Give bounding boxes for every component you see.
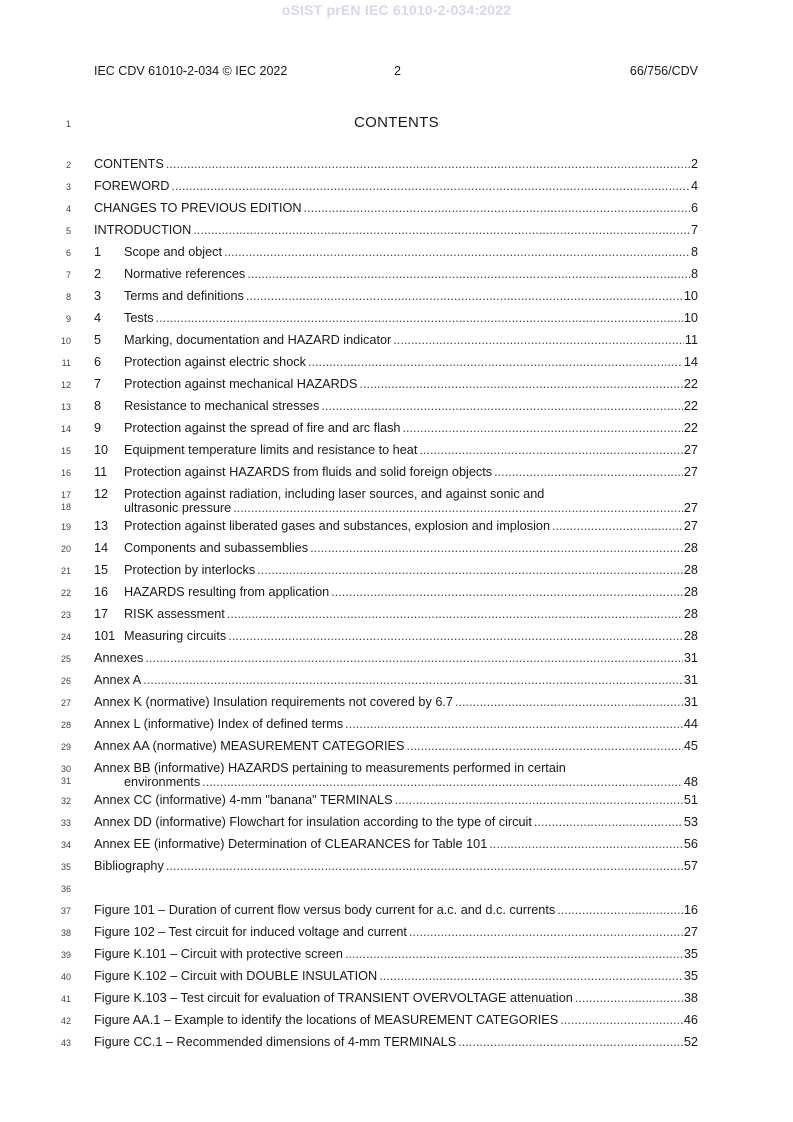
- toc-entry[interactable]: [0, 485, 793, 517]
- toc-entry-title: Protection against HAZARDS from fluids and solid foreign objects: [124, 465, 493, 479]
- line-number: 3: [65, 182, 71, 192]
- line-number: 6: [65, 248, 71, 258]
- toc-entry-title: RISK assessment: [124, 607, 225, 621]
- dot-leader: [494, 465, 683, 479]
- line-number: 14: [60, 424, 71, 434]
- toc-entry[interactable]: [0, 835, 793, 857]
- toc-entry-number: 4: [94, 311, 102, 325]
- toc-entry-number: 5: [94, 333, 102, 347]
- toc-entry-title: Annex CC (informative) 4-mm "banana" TERMINALS: [94, 793, 393, 807]
- line-number: 38: [60, 928, 71, 938]
- toc-page-number: 16: [683, 903, 698, 917]
- toc-entry-title: Annex K (normative) Insulation requirements not covered by 6.7: [94, 695, 453, 709]
- dot-leader: [310, 541, 683, 555]
- toc-entry-line: [124, 501, 698, 515]
- toc-entry-title: Protection against mechanical HAZARDS: [124, 377, 358, 391]
- dot-leader: [304, 201, 690, 215]
- dot-leader: [233, 501, 683, 515]
- toc-blank-line: [0, 879, 793, 901]
- toc-entry-line: [94, 399, 698, 413]
- toc-entry[interactable]: [0, 813, 793, 835]
- toc-entry[interactable]: [0, 1011, 793, 1033]
- dot-leader: [359, 377, 682, 391]
- toc-page-number: 7: [690, 223, 698, 237]
- dot-leader: [321, 399, 683, 413]
- toc-entry-line: [94, 421, 698, 435]
- dot-leader: [345, 947, 683, 961]
- toc-page-number: 27: [683, 501, 698, 515]
- line-number: 36: [60, 884, 71, 894]
- toc-entry[interactable]: [0, 419, 793, 441]
- dot-leader: [171, 179, 690, 193]
- toc-page-number: 35: [683, 947, 698, 961]
- toc-page-number: 22: [683, 421, 698, 435]
- dot-leader: [379, 969, 683, 983]
- table-of-contents: [0, 155, 793, 1055]
- toc-page-number: 31: [683, 673, 698, 687]
- toc-entry[interactable]: [0, 715, 793, 737]
- toc-entry-title: CONTENTS: [94, 157, 164, 171]
- line-number: 35: [60, 862, 71, 872]
- toc-page-number: 45: [683, 739, 698, 753]
- toc-page-number: 4: [690, 179, 698, 193]
- toc-entry[interactable]: [0, 265, 793, 287]
- toc-page-number: 57: [683, 859, 698, 873]
- dot-leader: [257, 563, 683, 577]
- toc-entry-title: Annex L (informative) Index of defined terms: [94, 717, 344, 731]
- dot-leader: [227, 607, 683, 621]
- toc-entry-title: Figure 102 – Test circuit for induced voltage and current: [94, 925, 407, 939]
- toc-entry-line: [94, 179, 698, 193]
- toc-entry-title: Protection against the spread of fire and arc flash: [124, 421, 401, 435]
- toc-entry[interactable]: [0, 221, 793, 243]
- toc-entry-line: [94, 377, 698, 391]
- toc-entry-title: Components and subassemblies: [124, 541, 309, 555]
- toc-page-number: 10: [683, 311, 698, 325]
- line-number: 34: [60, 840, 71, 850]
- line-number: 18: [60, 502, 71, 512]
- toc-entry-title: Annex BB (informative) HAZARDS pertaining to measurements performed in certain: [94, 761, 566, 775]
- toc-entry-title: Annex A: [94, 673, 142, 687]
- toc-entry-line: [94, 903, 698, 917]
- line-number: 17: [60, 490, 71, 500]
- toc-entry-title: Figure AA.1 – Example to identify the locations of MEASUREMENT CATEGORIES: [94, 1013, 559, 1027]
- toc-entry-number: 15: [94, 563, 109, 577]
- toc-page-number: 27: [683, 519, 698, 533]
- toc-entry-line: [94, 673, 698, 687]
- toc-page-number: 6: [690, 201, 698, 215]
- toc-entry[interactable]: [0, 901, 793, 923]
- toc-entry[interactable]: [0, 945, 793, 967]
- toc-page-number: 22: [683, 377, 698, 391]
- toc-entry-line: [94, 465, 698, 479]
- toc-entry[interactable]: [0, 463, 793, 485]
- line-number: 25: [60, 654, 71, 664]
- toc-entry-number: 101: [94, 629, 116, 643]
- line-number: 12: [60, 380, 71, 390]
- toc-entry-line: [94, 245, 698, 259]
- toc-entry-line: [94, 739, 698, 753]
- toc-entry[interactable]: [0, 353, 793, 375]
- toc-entry[interactable]: [0, 605, 793, 627]
- toc-entry-number: 6: [94, 355, 102, 369]
- toc-page-number: 28: [683, 607, 698, 621]
- line-number: 22: [60, 588, 71, 598]
- toc-entry-title: Marking, documentation and HAZARD indicator: [124, 333, 392, 347]
- line-number: 33: [60, 818, 71, 828]
- page-header: [94, 64, 698, 82]
- toc-entry-number: 3: [94, 289, 102, 303]
- toc-entry[interactable]: [0, 693, 793, 715]
- toc-page-number: 28: [683, 563, 698, 577]
- toc-entry-title: Figure K.101 – Circuit with protective screen: [94, 947, 343, 961]
- toc-page-number: 14: [683, 355, 698, 369]
- toc-page-number: 52: [683, 1035, 698, 1049]
- toc-entry-line: [94, 1013, 698, 1027]
- toc-entry[interactable]: [0, 331, 793, 353]
- dot-leader: [156, 311, 683, 325]
- toc-entry-number: 17: [94, 607, 109, 621]
- toc-entry-title: Equipment temperature limits and resistance to heat: [124, 443, 418, 457]
- toc-entry-title: Terms and definitions: [124, 289, 244, 303]
- toc-entry-title: Protection against electric shock: [124, 355, 306, 369]
- toc-page-number: 31: [683, 651, 698, 665]
- toc-entry-title: Figure K.103 – Test circuit for evaluation of TRANSIENT OVERVOLTAGE attenuation: [94, 991, 573, 1005]
- toc-entry-title: CHANGES TO PREVIOUS EDITION: [94, 201, 302, 215]
- dot-leader: [308, 355, 683, 369]
- toc-entry-title: Figure K.102 – Circuit with DOUBLE INSULATION: [94, 969, 378, 983]
- toc-entry[interactable]: [0, 737, 793, 759]
- toc-entry-number: 16: [94, 585, 109, 599]
- dot-leader: [247, 267, 690, 281]
- toc-entry[interactable]: [0, 1033, 793, 1055]
- dot-leader: [489, 837, 683, 851]
- line-number: 42: [60, 1016, 71, 1026]
- toc-entry-number: 8: [94, 399, 102, 413]
- toc-entry-number: 7: [94, 377, 102, 391]
- toc-entry-title: Annexes: [94, 651, 144, 665]
- toc-entry-line: [94, 651, 698, 665]
- toc-page-number: 46: [683, 1013, 698, 1027]
- toc-entry-line: [94, 223, 698, 237]
- toc-entry-line: [94, 925, 698, 939]
- line-number: 19: [60, 522, 71, 532]
- toc-entry-line: [94, 815, 698, 829]
- toc-entry[interactable]: [0, 989, 793, 1011]
- toc-entry-number: 9: [94, 421, 102, 435]
- watermark: oSIST prEN IEC 61010-2-034:2022: [281, 2, 512, 18]
- toc-page-number: 27: [683, 465, 698, 479]
- dot-leader: [406, 739, 682, 753]
- dot-leader: [166, 859, 683, 873]
- toc-page-number: 51: [683, 793, 698, 807]
- toc-entry-line: [94, 289, 698, 303]
- dot-leader: [409, 925, 683, 939]
- dot-leader: [193, 223, 690, 237]
- toc-entry-line: [94, 157, 698, 171]
- toc-entry[interactable]: [0, 243, 793, 265]
- line-number: 43: [60, 1038, 71, 1048]
- dot-leader: [458, 1035, 683, 1049]
- toc-page-number: 11: [684, 333, 698, 347]
- dot-leader: [402, 421, 682, 435]
- line-number: 4: [65, 204, 71, 214]
- toc-page-number: 22: [683, 399, 698, 413]
- toc-entry[interactable]: [0, 309, 793, 331]
- toc-entry-line: [94, 267, 698, 281]
- line-number: 1: [65, 119, 71, 129]
- toc-page-number: 8: [690, 267, 698, 281]
- toc-entry-line: [94, 487, 698, 501]
- toc-entry-line: [94, 837, 698, 851]
- dot-leader: [224, 245, 690, 259]
- line-number: 16: [60, 468, 71, 478]
- line-number: 8: [65, 292, 71, 302]
- toc-page-number: 27: [683, 443, 698, 457]
- toc-entry-line: [94, 717, 698, 731]
- toc-entry-title: Annex DD (informative) Flowchart for insulation according to the type of circuit: [94, 815, 532, 829]
- toc-entry-number: 12: [94, 487, 109, 501]
- line-number: 24: [60, 632, 71, 642]
- toc-entry-title: Protection against liberated gases and substances, explosion and implosion: [124, 519, 551, 533]
- dot-leader: [557, 903, 683, 917]
- line-number: 21: [60, 566, 71, 576]
- dot-leader: [455, 695, 683, 709]
- dot-leader: [246, 289, 683, 303]
- toc-page-number: 35: [683, 969, 698, 983]
- toc-entry-title: Bibliography: [94, 859, 164, 873]
- toc-entry-line: [124, 775, 698, 789]
- toc-entry-line: [94, 761, 698, 775]
- header-reference: 66/756/CDV: [629, 64, 698, 78]
- line-number: 11: [61, 358, 71, 368]
- line-number: 39: [60, 950, 71, 960]
- toc-entry-title: INTRODUCTION: [94, 223, 192, 237]
- dot-leader: [575, 991, 683, 1005]
- toc-entry[interactable]: [0, 397, 793, 419]
- toc-entry-line: [94, 947, 698, 961]
- line-number: 40: [60, 972, 71, 982]
- toc-entry-line: [94, 793, 698, 807]
- toc-entry[interactable]: [0, 155, 793, 177]
- dot-leader: [560, 1013, 683, 1027]
- line-number: 30: [60, 764, 71, 774]
- line-number: 31: [60, 776, 71, 786]
- toc-entry-title: Figure CC.1 – Recommended dimensions of 4-mm TERMINALS: [94, 1035, 457, 1049]
- toc-entry-line: [94, 443, 698, 457]
- toc-entry[interactable]: [0, 857, 793, 879]
- dot-leader: [419, 443, 683, 457]
- toc-entry[interactable]: [0, 441, 793, 463]
- line-number: 9: [65, 314, 71, 324]
- page-title: CONTENTS: [354, 114, 439, 131]
- line-number: 28: [60, 720, 71, 730]
- toc-entry[interactable]: [0, 177, 793, 199]
- toc-page-number: 2: [690, 157, 698, 171]
- line-number: 37: [60, 906, 71, 916]
- toc-entry[interactable]: [0, 967, 793, 989]
- line-number: 7: [65, 270, 71, 280]
- toc-entry[interactable]: [0, 287, 793, 309]
- dot-leader: [395, 793, 683, 807]
- toc-entry-title: HAZARDS resulting from application: [124, 585, 330, 599]
- toc-entry[interactable]: [0, 649, 793, 671]
- line-number: 2: [65, 160, 71, 170]
- line-number: 29: [60, 742, 71, 752]
- toc-entry-line: [94, 695, 698, 709]
- toc-entry[interactable]: [0, 539, 793, 561]
- toc-entry-title-continued: ultrasonic pressure: [124, 501, 232, 515]
- toc-entry-title: Protection against radiation, including laser sources, and against sonic and: [124, 487, 545, 501]
- dot-leader: [393, 333, 684, 347]
- dot-leader: [534, 815, 683, 829]
- toc-entry-line: [94, 355, 698, 369]
- header-page-number: 2: [394, 64, 401, 78]
- dot-leader: [202, 775, 683, 789]
- toc-page-number: 48: [683, 775, 698, 789]
- toc-entry-line: [94, 859, 698, 873]
- dot-leader: [552, 519, 683, 533]
- toc-entry-line: [94, 201, 698, 215]
- toc-entry-title: Scope and object: [124, 245, 223, 259]
- toc-entry-line: [94, 563, 698, 577]
- toc-entry-line: [94, 333, 698, 347]
- toc-entry-line: [94, 1035, 698, 1049]
- toc-entry[interactable]: [0, 923, 793, 945]
- toc-entry-line: [94, 629, 698, 643]
- line-number: 15: [60, 446, 71, 456]
- toc-entry[interactable]: [0, 375, 793, 397]
- toc-entry-title: Resistance to mechanical stresses: [124, 399, 320, 413]
- dot-leader: [145, 651, 683, 665]
- toc-entry-title: Measuring circuits: [124, 629, 227, 643]
- toc-entry-title: FOREWORD: [94, 179, 170, 193]
- toc-page-number: 10: [683, 289, 698, 303]
- line-number: 26: [60, 676, 71, 686]
- toc-entry[interactable]: [0, 561, 793, 583]
- toc-entry-line: [94, 541, 698, 555]
- toc-entry-line: [94, 991, 698, 1005]
- line-number: 13: [60, 402, 71, 412]
- toc-entry-title: Protection by interlocks: [124, 563, 256, 577]
- toc-entry-line: [94, 969, 698, 983]
- toc-entry-number: 13: [94, 519, 109, 533]
- toc-entry-title: Figure 101 – Duration of current flow versus body current for a.c. and d.c. currents: [94, 903, 556, 917]
- line-number: 5: [65, 226, 71, 236]
- line-number: 10: [60, 336, 71, 346]
- toc-page-number: 28: [683, 629, 698, 643]
- dot-leader: [143, 673, 683, 687]
- line-number: 41: [60, 994, 71, 1004]
- header-document-id: IEC CDV 61010-2-034 © IEC 2022: [94, 64, 288, 78]
- toc-page-number: 8: [690, 245, 698, 259]
- toc-entry-number: 11: [94, 465, 108, 479]
- line-number: 23: [60, 610, 71, 620]
- line-number: 20: [60, 544, 71, 554]
- toc-entry[interactable]: [0, 759, 793, 791]
- contents-title-line: [0, 114, 793, 134]
- toc-page-number: 28: [683, 541, 698, 555]
- toc-page-number: 38: [683, 991, 698, 1005]
- toc-entry-title: Tests: [124, 311, 154, 325]
- dot-leader: [331, 585, 683, 599]
- toc-entry[interactable]: [0, 583, 793, 605]
- toc-entry[interactable]: [0, 627, 793, 649]
- toc-entry-line: [94, 311, 698, 325]
- toc-entry-line: [94, 585, 698, 599]
- toc-entry-title: Annex AA (normative) MEASUREMENT CATEGORIES: [94, 739, 405, 753]
- toc-entry[interactable]: [0, 517, 793, 539]
- dot-leader: [166, 157, 690, 171]
- toc-page-number: 28: [683, 585, 698, 599]
- toc-page-number: 56: [683, 837, 698, 851]
- toc-page-number: 31: [683, 695, 698, 709]
- toc-page-number: 27: [683, 925, 698, 939]
- toc-page-number: 44: [683, 717, 698, 731]
- toc-entry-title: Annex EE (informative) Determination of CLEARANCES for Table 101: [94, 837, 488, 851]
- toc-entry-number: 14: [94, 541, 109, 555]
- dot-leader: [228, 629, 683, 643]
- toc-entry[interactable]: [0, 199, 793, 221]
- toc-page-number: 53: [683, 815, 698, 829]
- toc-entry[interactable]: [0, 671, 793, 693]
- line-number: 32: [60, 796, 71, 806]
- toc-entry-number: 10: [94, 443, 109, 457]
- toc-entry-number: 1: [94, 245, 102, 259]
- dot-leader: [345, 717, 683, 731]
- toc-entry-line: [94, 607, 698, 621]
- toc-entry-title-continued: environments: [124, 775, 201, 789]
- toc-entry-line: [94, 519, 698, 533]
- toc-entry-number: 2: [94, 267, 102, 281]
- toc-entry[interactable]: [0, 791, 793, 813]
- line-number: 27: [60, 698, 71, 708]
- toc-entry-title: Normative references: [124, 267, 246, 281]
